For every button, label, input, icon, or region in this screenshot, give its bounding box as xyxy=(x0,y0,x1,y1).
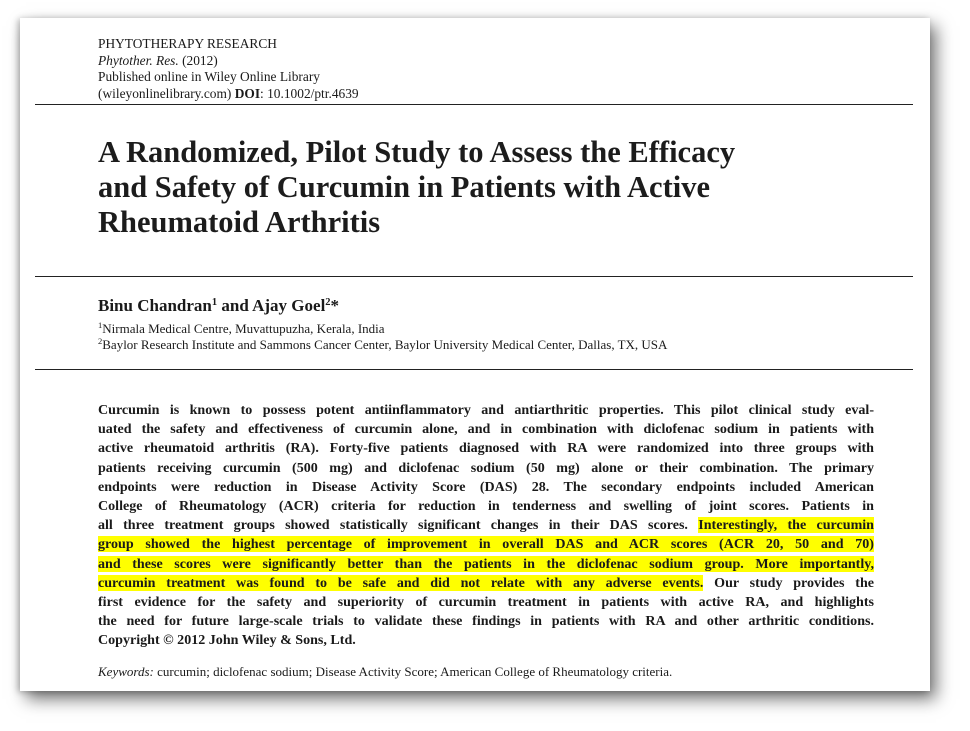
abstract-line: active rheumatoid arthritis (RA). Forty-five patients diagnosed with RA were randomized into three groups with xyxy=(98,440,874,457)
affiliation xyxy=(98,337,667,353)
abstract-line: endpoints were reduction in Disease Activity Score (DAS) 28. The secondary endpoints included American xyxy=(98,478,874,495)
highlighted-text: curcumin treatment was found to be safe and did not relate with any adverse events. xyxy=(98,574,704,591)
abstract-text: Our study provides the xyxy=(703,574,874,591)
corresponding-mark: * xyxy=(330,296,340,315)
affiliation-marker: 1 xyxy=(211,297,218,308)
abstract-line xyxy=(98,535,874,554)
doi-value: : 10.1002/ptr.4639 xyxy=(260,85,359,101)
abstract-line xyxy=(98,555,874,574)
abstract-line: Curcumin is known to possess potent antiinflammatory and antiarthritic properties. This pilot clinical study eval- xyxy=(98,402,874,418)
journal-abbrev: Phytother. Res. xyxy=(98,52,179,68)
abstract-line xyxy=(98,574,874,593)
affiliation xyxy=(98,321,385,337)
highlighted-text: group showed the highest percentage of improvement in overall DAS and ACR scores (ACR 20, 50 and 70) xyxy=(98,536,874,553)
title-line: A Randomized, Pilot Study to Assess the Efficacy xyxy=(98,135,736,169)
keywords-label: Keywords: xyxy=(98,664,154,679)
highlighted-text: and these scores were significantly better than the patients in the diclofenac sodium group. More importantly, xyxy=(98,555,874,572)
journal-citation xyxy=(98,53,359,70)
author-name: Ajay Goel xyxy=(252,296,326,315)
doi-line xyxy=(98,86,359,103)
keywords-text: curcumin; diclofenac sodium; Disease Activity Score; American College of Rheumatology criteria. xyxy=(153,664,673,679)
affiliation-text: Baylor Research Institute and Sammons Cancer Center, Baylor University Medical Center, Dallas, TX, USA xyxy=(102,337,668,352)
abstract-line xyxy=(98,516,874,535)
title-line: and Safety of Curcumin in Patients with Active xyxy=(98,170,710,204)
paper-page xyxy=(20,18,930,691)
doi-label: DOI xyxy=(234,85,261,101)
abstract xyxy=(98,401,874,651)
abstract-line: College of Rheumatology (ACR) criteria for reduction in tenderness and swelling of joint scores. Patients in xyxy=(98,498,874,515)
affiliation-rule xyxy=(35,369,913,370)
abstract-line: first evidence for the safety and superiority of curcumin treatment in patients with active RA, and highlights xyxy=(98,594,874,611)
title-line: Rheumatoid Arthritis xyxy=(98,205,381,239)
paper-title xyxy=(98,135,898,240)
affiliation-marker: 2 xyxy=(325,297,331,308)
affiliation-number: 2 xyxy=(98,336,103,346)
highlighted-text: Interestingly, the curcumin xyxy=(698,517,874,534)
keywords xyxy=(98,664,672,680)
title-rule xyxy=(35,276,913,277)
affiliation-text: Nirmala Medical Centre, Muvattupuzha, Kerala, India xyxy=(102,321,385,336)
author-joiner: and xyxy=(217,296,253,315)
published-note: Published online in Wiley Online Library xyxy=(98,69,320,84)
header-rule xyxy=(35,104,913,105)
abstract-text: all three treatment groups showed statistically significant changes in their DAS scores. xyxy=(98,517,699,534)
affiliation-number: 1 xyxy=(98,320,103,330)
author-list xyxy=(98,296,339,316)
abstract-line: patients receiving curcumin (500 mg) and diclofenac sodium (50 mg) alone or their combination. The primary xyxy=(98,459,874,476)
journal-info xyxy=(98,36,359,102)
abstract-line: the need for future large-scale trials to validate these findings in patients with RA and other arthritic conditions. xyxy=(98,613,874,630)
site-name: (wileyonlinelibrary.com) xyxy=(98,85,232,101)
copyright-line: Copyright © 2012 John Wiley & Sons, Ltd. xyxy=(98,632,356,649)
journal-year: (2012) xyxy=(182,52,218,68)
abstract-line: uated the safety and effectiveness of curcumin alone, and in combination with diclofenac sodium in patients with xyxy=(98,421,874,438)
author-name: Binu Chandran xyxy=(98,296,212,315)
journal-name: PHYTOTHERAPY RESEARCH xyxy=(98,36,277,51)
